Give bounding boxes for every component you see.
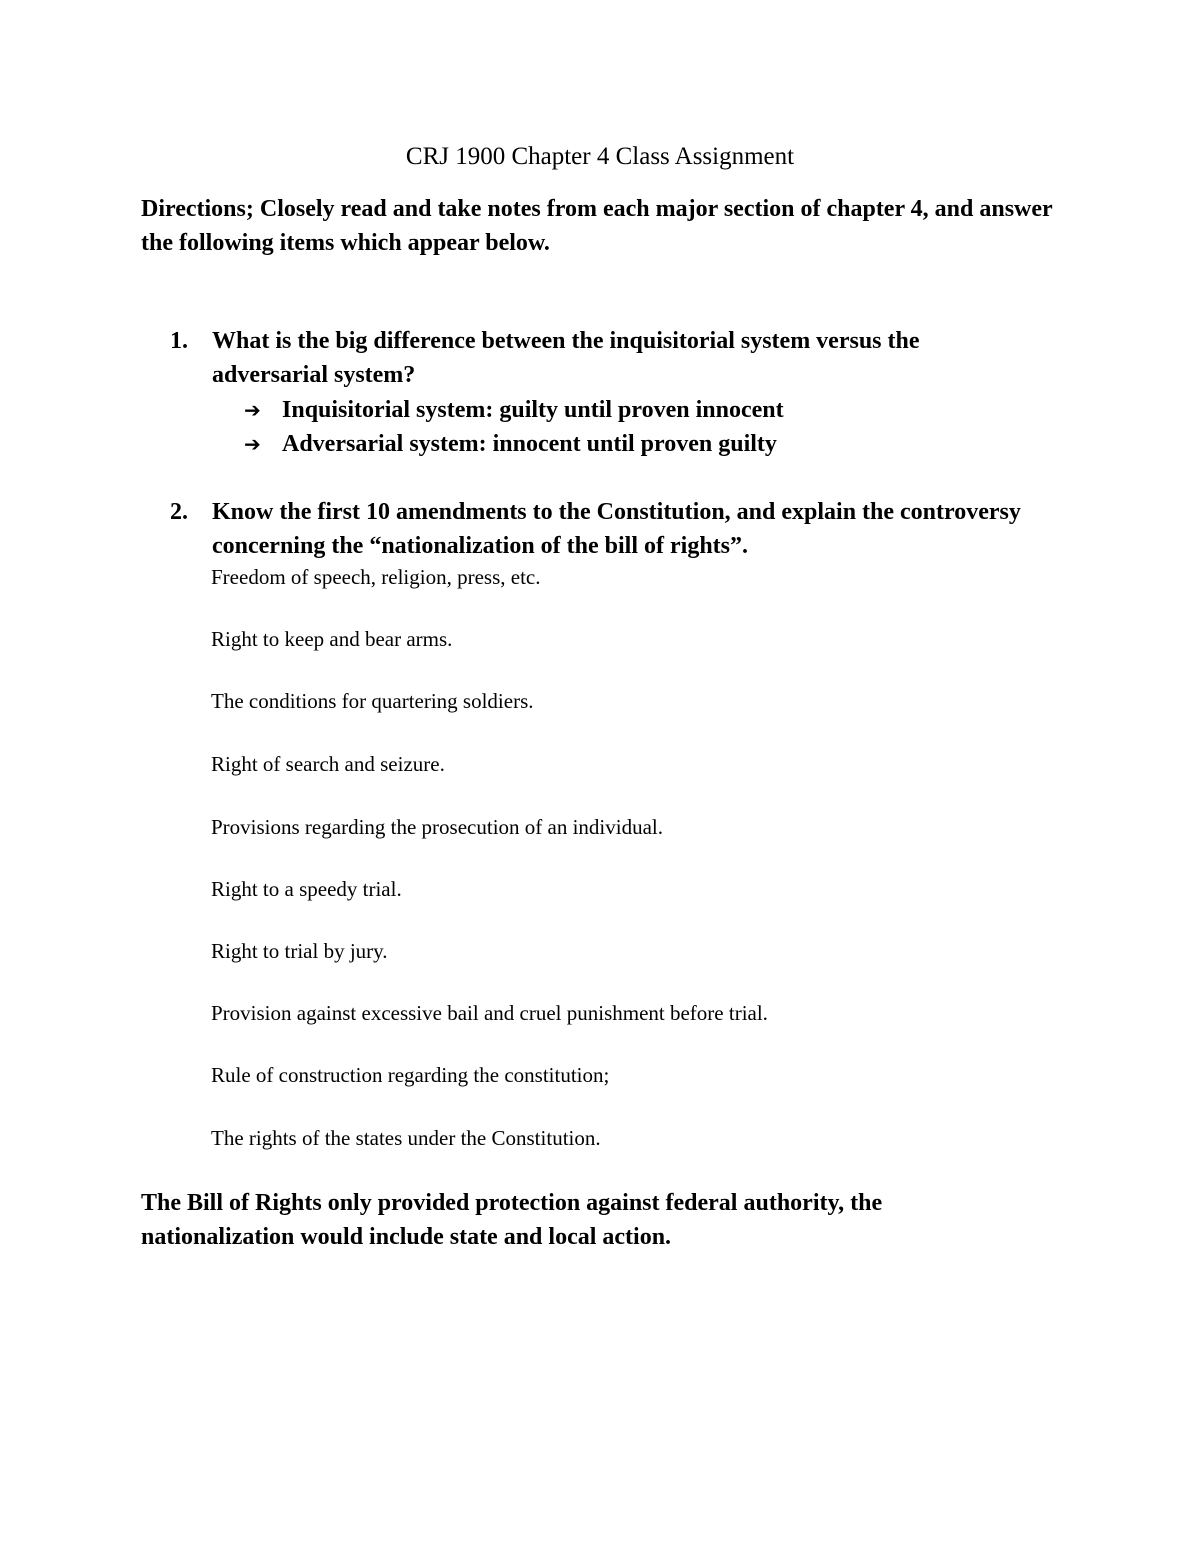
answer-bullet bbox=[244, 427, 1004, 461]
bullet-text: Inquisitorial system: guilty until proven innocent bbox=[282, 397, 784, 423]
amendment-item: The conditions for quartering soldiers. bbox=[211, 689, 534, 713]
directions-text: Directions; Closely read and take notes from each major section of chapter 4, and answer the following items which appear below. bbox=[141, 196, 1053, 256]
question-text: Know the first 10 amendments to the Constitution, and explain the controversy concerning the “nationalization of the bill of rights”. bbox=[212, 499, 1021, 559]
amendment-item: Right of search and seizure. bbox=[211, 752, 445, 776]
question-text: What is the big difference between the inquisitorial system versus the adversarial system? bbox=[212, 328, 920, 388]
amendment-item: Provisions regarding the prosecution of an individual. bbox=[211, 815, 664, 839]
conclusion-text: The Bill of Rights only provided protection against federal authority, the nationalization would include state and local action. bbox=[141, 1190, 883, 1250]
question-1 bbox=[170, 324, 1030, 392]
amendment-item: Rule of construction regarding the constitution; bbox=[211, 1063, 610, 1087]
amendment-item: Right to keep and bear arms. bbox=[211, 627, 453, 651]
amendment-item: The rights of the states under the Constitution. bbox=[211, 1126, 601, 1150]
amendment-item: Right to trial by jury. bbox=[211, 939, 388, 963]
bullet-text: Adversarial system: innocent until proven guilty bbox=[282, 431, 777, 457]
right-arrow-icon: ➔ bbox=[244, 398, 261, 422]
question-number: 1. bbox=[170, 328, 188, 354]
right-arrow-icon: ➔ bbox=[244, 432, 261, 456]
document-title: CRJ 1900 Chapter 4 Class Assignment bbox=[405, 143, 795, 170]
answer-bullet-list bbox=[244, 393, 1004, 461]
amendment-item: Right to a speedy trial. bbox=[211, 877, 402, 901]
question-number: 2. bbox=[170, 499, 188, 525]
answer-bullet bbox=[244, 393, 1004, 427]
question-2 bbox=[170, 495, 1030, 563]
amendment-item: Provision against excessive bail and cruel punishment before trial. bbox=[211, 1001, 768, 1025]
amendment-item: Freedom of speech, religion, press, etc. bbox=[211, 565, 541, 589]
